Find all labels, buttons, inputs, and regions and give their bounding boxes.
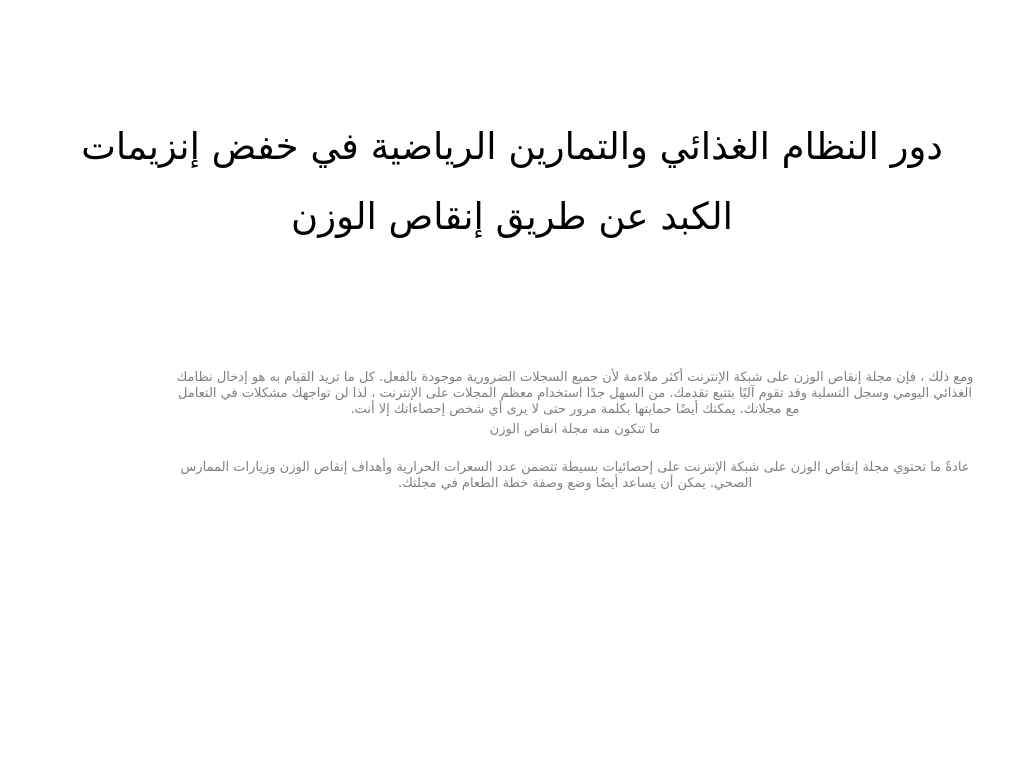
slide-title: دور النظام الغذائي والتمارين الرياضية في خفض إنزيمات الكبد عن طريق إنقاص الوزن [81, 125, 943, 238]
paragraph-subheading: ما تتكون منه مجلة انقاص الوزن [489, 422, 661, 437]
paragraph-intro: ومع ذلك ، فإن مجلة إنقاص الوزن على شبكة الإنترنت أكثر ملاءمة لأن جميع السجلات الضرورية موجودة بالفعل. كل ما تريد القيام به هو إدخال نظامك الغذائي اليومي وسجل التسلية وقد تقوم آليًا بتتبع تقدمك. من السهل جدًا استخدام معظم المجلات على الإنترنت ، لذا لن تواجهك مشكلات في التعامل مع مجلاتك. يمكنك أيضًا حمايتها بكلمة مرور حتى لا يرى أي شخص إحصاءاتك إلا أنت. [176, 370, 974, 417]
slide-body [176, 370, 974, 492]
paragraph-details: عادةً ما تحتوي مجلة إنقاص الوزن على شبكة الإنترنت على إحصائيات بسيطة تتضمن عدد السعرات الحرارية وأهداف إنقاص الوزن وزيارات الممارس الصحي. يمكن أن يساعد أيضًا وضع وصفة خطة الطعام في مجلتك. [180, 460, 970, 491]
